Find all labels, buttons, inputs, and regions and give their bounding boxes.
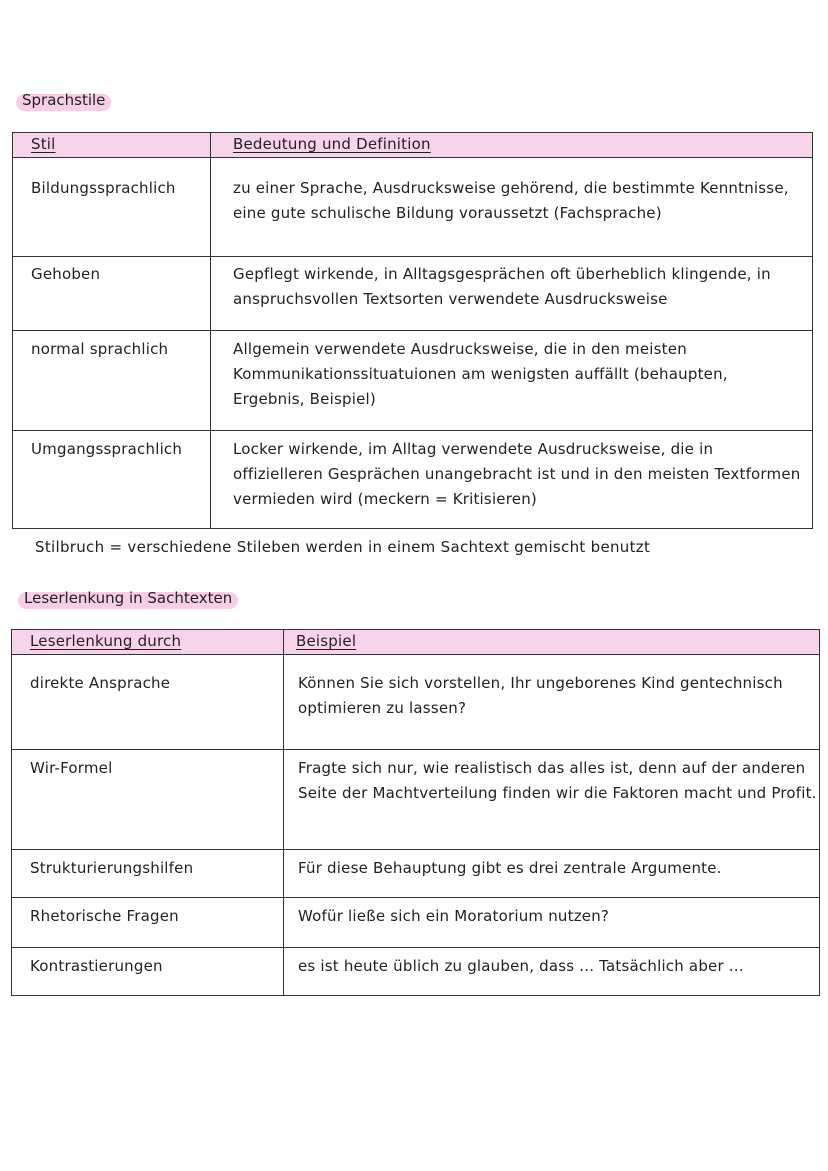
table-row — [13, 331, 813, 431]
table-row — [12, 898, 820, 948]
mittel-cell: direkte Ansprache — [12, 655, 284, 750]
mittel-cell: Rhetorische Fragen — [12, 898, 284, 948]
definition-cell: zu einer Sprache, Ausdrucksweise gehörend, die bestimmte Kenntnisse, eine gute schulische Bildung voraussetzt (Fachsprache) — [211, 158, 813, 257]
column-header-leserlenkung: Leserlenkung durch — [12, 630, 284, 655]
table-row — [12, 948, 820, 996]
section-heading-leserlenkung: Leserlenkung in Sachtexten — [18, 588, 238, 609]
stil-cell: Gehoben — [13, 257, 211, 331]
column-header-stil: Stil — [13, 133, 211, 158]
mittel-cell: Strukturierungshilfen — [12, 850, 284, 898]
definition-cell: Locker wirkende, im Alltag verwendete Ausdrucksweise, die in offizielleren Gesprächen unangebracht ist und in den meisten Textformen vermieden wird (meckern = Kritisieren) — [211, 431, 813, 529]
beispiel-cell: Fragte sich nur, wie realistisch das alles ist, denn auf der anderen Seite der Machtverteilung finden wir die Faktoren macht und Profit. — [284, 750, 820, 850]
stil-cell: Umgangssprachlich — [13, 431, 211, 529]
table-row — [13, 257, 813, 331]
beispiel-cell: Für diese Behauptung gibt es drei zentrale Argumente. — [284, 850, 820, 898]
beispiel-cell: es ist heute üblich zu glauben, dass ... Tatsächlich aber ... — [284, 948, 820, 996]
stil-cell: normal sprachlich — [13, 331, 211, 431]
table-header-row — [13, 133, 813, 158]
column-header-definition: Bedeutung und Definition — [211, 133, 813, 158]
table-header-row — [12, 630, 820, 655]
beispiel-cell: Wofür ließe sich ein Moratorium nutzen? — [284, 898, 820, 948]
column-header-beispiel: Beispiel — [284, 630, 820, 655]
definition-cell: Gepflegt wirkende, in Alltagsgesprächen oft überheblich klingende, in anspruchsvollen Textsorten verwendete Ausdrucksweise — [211, 257, 813, 331]
table-row — [12, 850, 820, 898]
stilbruch-note: Stilbruch = verschiedene Stileben werden in einem Sachtext gemischt benutzt — [35, 538, 651, 556]
definition-cell: Allgemein verwendete Ausdrucksweise, die in den meisten Kommunikationssituatuionen am wenigsten auffällt (behaupten, Ergebnis, Beispiel) — [211, 331, 813, 431]
mittel-cell: Wir-Formel — [12, 750, 284, 850]
table-row — [12, 750, 820, 850]
leserlenkung-table — [11, 629, 820, 996]
stil-cell: Bildungssprachlich — [13, 158, 211, 257]
mittel-cell: Kontrastierungen — [12, 948, 284, 996]
table-row — [13, 158, 813, 257]
beispiel-cell: Können Sie sich vorstellen, Ihr ungeborenes Kind gentechnisch optimieren zu lassen? — [284, 655, 820, 750]
table-row — [12, 655, 820, 750]
sprachstile-table — [12, 132, 813, 529]
section-heading-sprachstile: Sprachstile — [16, 90, 111, 111]
table-row — [13, 431, 813, 529]
